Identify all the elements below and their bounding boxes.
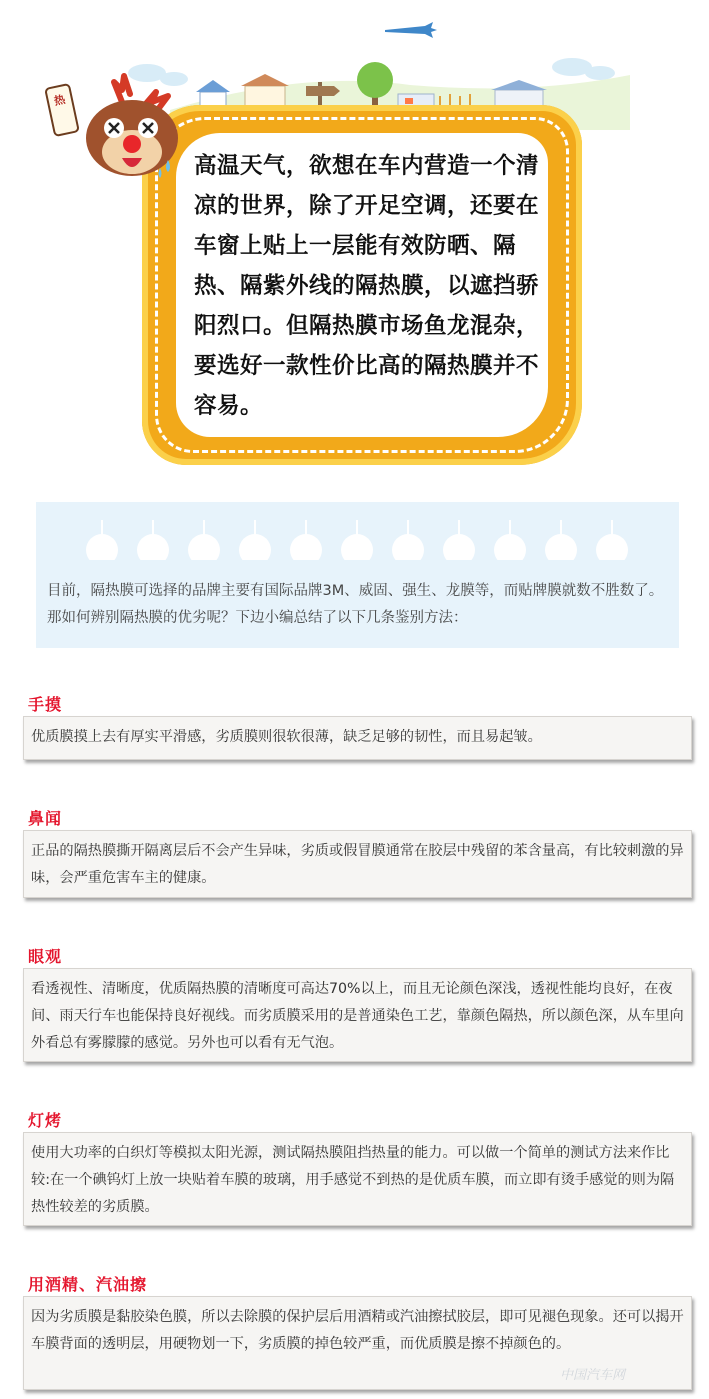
section-text: 因为劣质膜是黏胶染色膜，所以去除膜的保护层后用酒精或汽油擦拭胶层，即可见褪色现象。还可以揭开车膜背面的透明层，用硬物划一下，劣质膜的掉色较严重，而优质膜是擦不掉颜色的。 <box>31 1309 684 1352</box>
section-title: 眼观 <box>28 944 62 967</box>
section-title: 鼻闻 <box>28 806 62 829</box>
reindeer-mascot-icon <box>44 72 184 182</box>
hero-banner <box>0 0 709 480</box>
section-box <box>23 716 692 760</box>
section-text: 使用大功率的白织灯等模拟太阳光源，测试隔热膜阻挡热量的能力。可以做一个简单的测试方法来作比较:在一个碘钨灯上放一块贴着车膜的玻璃，用手感觉不到热的是优质车膜，而立即有烫手感觉的则为隔热性较差的劣质膜。 <box>31 1145 675 1215</box>
intro-paragraph: 目前，隔热膜可选择的品牌主要有国际品牌3M、威固、强生、龙膜等，而贴牌膜就数不胜数了。那如何辨别隔热膜的优劣呢？下边小编总结了以下几条鉴别方法： <box>47 583 664 626</box>
watermark: 中国汽车网 <box>560 1368 626 1383</box>
section-text: 正品的隔热膜撕开隔离层后不会产生异味，劣质或假冒膜通常在胶层中残留的苯含量高，有比较刺激的异味，会严重危害车主的健康。 <box>31 843 684 886</box>
airplane-icon <box>385 22 437 38</box>
section-box <box>23 830 692 898</box>
section-text: 看透视性、清晰度，优质隔热膜的清晰度可高达70%以上，而且无论颜色深浅，透视性能均良好，在夜间、雨天行车也能保持良好视线。而劣质膜采用的是普通染色工艺，靠颜色隔热，所以颜色深，从车里向外看总有雾朦朦的感觉。另外也可以看有无气泡。 <box>31 981 684 1051</box>
section-title: 手摸 <box>28 692 62 715</box>
section-text: 优质膜摸上去有厚实平滑感，劣质膜则很软很薄，缺乏足够的韧性，而且易起皱。 <box>31 729 542 745</box>
section-box <box>23 968 692 1062</box>
section-title: 用酒精、汽油擦 <box>28 1272 147 1295</box>
section-box <box>23 1132 692 1226</box>
binder-rings-decoration <box>36 520 679 560</box>
mascot-sign-text: 热 <box>52 92 67 108</box>
hero-paragraph: 高温天气，欲想在车内营造一个清凉的世界，除了开足空调，还要在车窗上贴上一层能有效防晒、隔热、隔紫外线的隔热膜，以遮挡骄阳烈口。但隔热膜市场鱼龙混杂，要选好一款性价比高的隔热膜并不容易。 <box>194 153 540 419</box>
section-title: 灯烤 <box>28 1108 62 1131</box>
